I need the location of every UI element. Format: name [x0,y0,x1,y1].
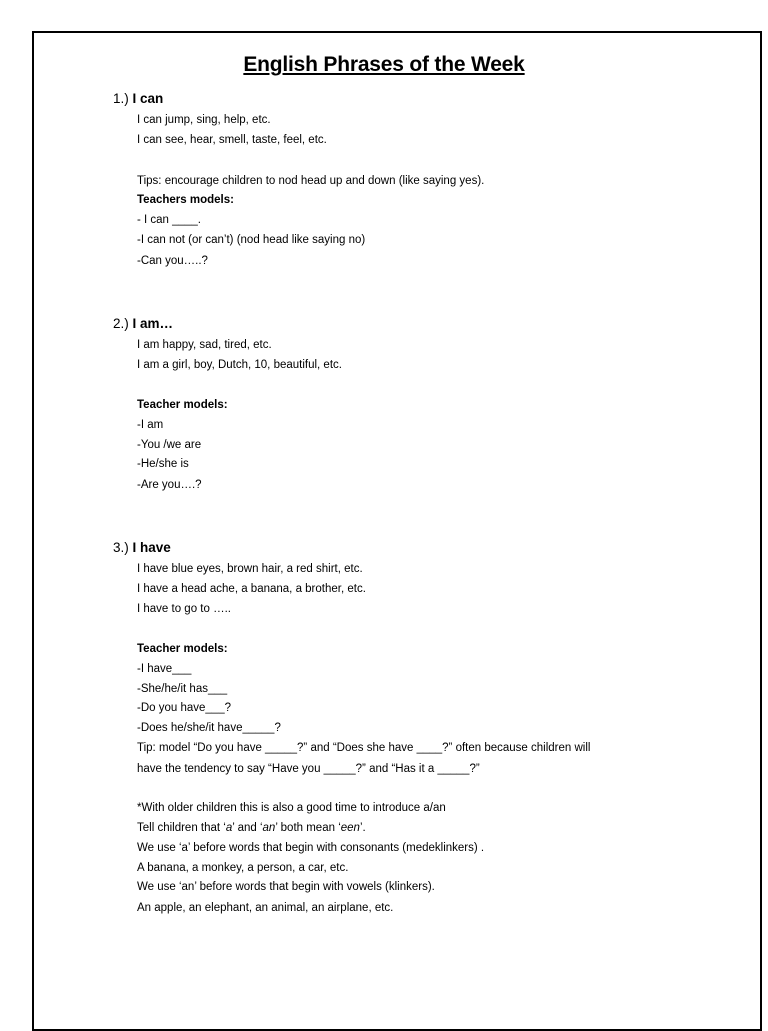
section-1-line-1: I can jump, sing, help, etc. [137,114,271,126]
section-1-title: I can [132,91,164,106]
section-3-note-line-1: *With older children this is also a good time to introduce a/an [137,802,446,814]
section-3-model-2: -She/he/it has___ [137,683,228,695]
section-2-model-2: -You /we are [137,439,202,451]
section-3-note-line-6: An apple, an elephant, an animal, an airplane, etc. [137,902,394,914]
section-3-title: I have [132,540,171,555]
section-2-line-2: I am a girl, boy, Dutch, 10, beautiful, etc. [137,359,342,371]
note-line-2-part-c: ’ both mean ‘ [275,822,341,834]
section-3-model-4: -Does he/she/it have_____? [137,722,281,734]
section-3-line-1: I have blue eyes, brown hair, a red shirt, etc. [137,563,363,575]
section-2-line-1: I am happy, sad, tired, etc. [137,339,272,351]
note-line-2-word-an: an [262,822,276,834]
section-1-heading [113,91,163,106]
section-3-number: 3.) [113,540,129,555]
note-line-2-part-a: Tell children that [137,822,224,834]
section-3-heading [113,540,171,555]
section-3-note-line-4: A banana, a monkey, a person, a car, etc. [137,862,349,874]
section-1-number: 1.) [113,91,129,106]
section-3-line-2: I have a head ache, a banana, a brother, etc. [137,583,366,595]
section-1-line-2: I can see, hear, smell, taste, feel, etc. [137,134,327,146]
section-3-tip-line-1: Tip: model “Do you have _____?” and “Does she have ____?” often because children will [137,742,591,754]
section-1-tip: Tips: encourage children to nod head up and down (like saying yes). [137,175,485,187]
page-title: English Phrases of the Week [243,53,525,76]
note-line-2-part-b: ’ and ‘ [232,822,263,834]
section-2-title: I am… [132,316,174,331]
section-3-note-line-2: Tell children that ‘a’ and ‘an’ both mean ‘een’. [137,822,366,834]
section-3-note-line-3: We use ‘a’ before words that begin with consonants (medeklinkers) . [137,842,485,854]
note-line-2-word-een: een [340,822,360,834]
section-1-models-label: Teachers models: [137,194,234,206]
section-1-model-2: -I can not (or can’t) (nod head like saying no) [137,234,366,246]
section-2-model-4: -Are you….? [137,479,202,491]
section-3-model-1: -I have___ [137,663,192,675]
note-line-2-part-d: ’. [359,822,366,834]
section-3-models-label: Teacher models: [137,643,228,655]
section-1-model-3: -Can you…..? [137,255,208,267]
section-3-model-3: -Do you have___? [137,702,231,714]
section-3-note-line-5: We use ‘an’ before words that begin with vowels (klinkers). [137,881,435,893]
section-2-model-3: -He/she is [137,458,189,470]
section-3-tip-line-2: have the tendency to say “Have you _____?” and “Has it a _____?” [137,763,480,775]
section-2-models-label: Teacher models: [137,399,228,411]
section-1-model-1: - I can ____. [137,214,201,226]
section-2-heading [113,316,173,331]
section-3-line-3: I have to go to ….. [137,603,231,615]
section-2-number: 2.) [113,316,129,331]
section-2-model-1: -I am [137,419,164,431]
note-line-2-word-a: a [225,822,233,834]
